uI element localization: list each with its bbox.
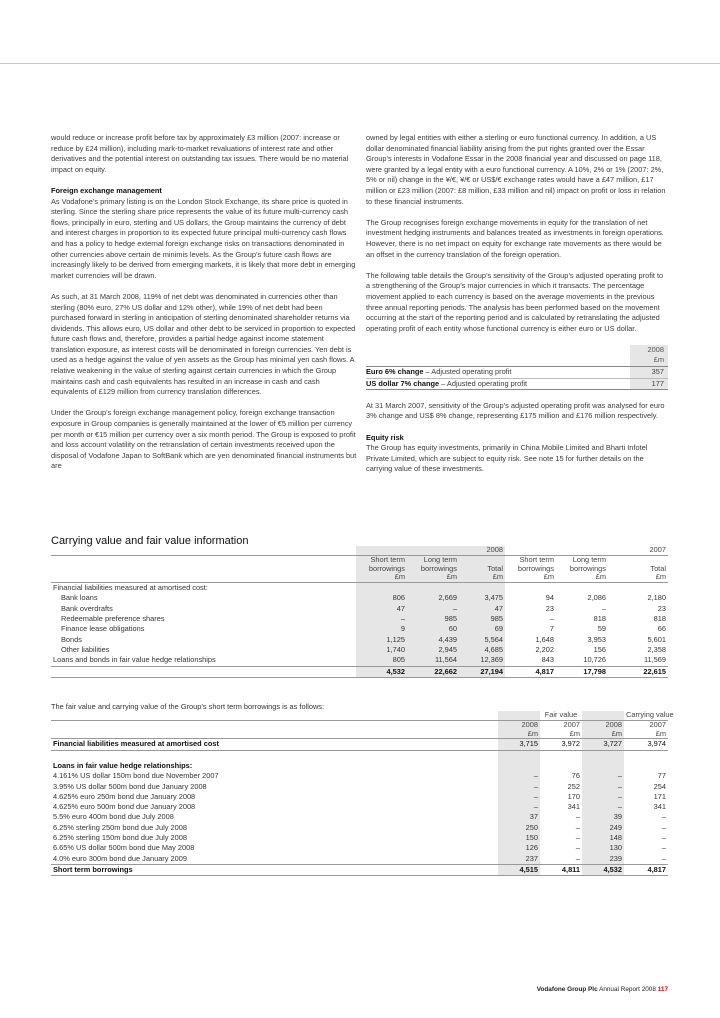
bond-row: 4.625% euro 250m bond due January 2008 – 170 – 171 bbox=[53, 791, 666, 801]
sens-row-label: – Adjusted operating profit bbox=[423, 367, 512, 377]
table-row: Bonds 1,125 4,439 5,564 1,648 3,953 5,601 bbox=[61, 634, 666, 644]
bond-row: 5.5% euro 400m bond due July 2008 37 – 39 – bbox=[53, 812, 666, 822]
sens-row-label: – Adjusted operating profit bbox=[439, 378, 528, 388]
col-unit: £m bbox=[407, 573, 459, 582]
right-paragraph-1: owned by legal entities with either a sterling or euro functional currency. In addition, a US dollar denominated financial liability arising from the put rights granted over the Essar Group’s interests in Vodafone Essar in the 2008 financial year and discussed on page 118, were granted by a legal entity with a euro functional currency. A 10%, 2% or 1% (2007: 2%, 5% or nil) change in the ¥/€, ¥/€ or US$/€ exchange rates would have a £47 million, £17 million or £23 million (2007: £8 million, £33 million and nil) impact on profit or loss in relation to these financial instruments. bbox=[366, 133, 666, 206]
sens-row-value: 357 bbox=[630, 367, 668, 379]
page-footer bbox=[537, 986, 668, 993]
right-paragraph-3: The following table details the Group’s sensitivity of the Group’s adjusted operating profit to a strengthening of the Group’s major currencies in which it transacts. The percentage movement applied to each currency is based on the average movements in the previous three annual reporting periods. The analysis has been performed based on the movement occurring at the start of the reporting period and is calculated by retranslating the adjusted operating profit of each entity whose functional currency is either euro or US dollar. bbox=[366, 270, 664, 333]
left-paragraph-3: As such, at 31 March 2008, 119% of net debt was denominated in currencies other than sterling (80% euro, 27% US dollar and 12% other), while 19% of net debt had been purchased forward in sterling in anticipation of sterling denominated shareholder returns via dividends. This allows euro, US dollar and other debt to be serviced in proportion to expected future cash flows and, therefore, provides a partial hedge against income statement translation exposure, as interest costs will be denominated in foreign currencies. Yen debt is used as a hedge against the value of yen assets as the Group has minimal yen cash flows. A relative weakening in the value of sterling against certain currencies in which the Group maintains cash and cash equivalents has resulted in an increase in cash and cash equivalents of £129 million from currency translation differences. bbox=[51, 291, 356, 397]
col-unit: £m bbox=[556, 573, 608, 582]
col-header: borrowings bbox=[517, 563, 554, 573]
carrying-value-table bbox=[51, 546, 668, 678]
col-header: Total bbox=[650, 563, 666, 573]
col-unit: £m bbox=[459, 573, 505, 582]
table-group-row bbox=[51, 583, 668, 594]
left-paragraph-2: As Vodafone’s primary listing is on the London Stock Exchange, its share price is quoted in sterling. Since the sterling share price represents the value of its future multi-currency cash flows, principally in euro, sterling and US dollars, the Group maintains the currency of debt and interest charges in proportion to its expected future principal multi-currency cash flows and has a policy to hedge external foreign exchange risks on transactions denominated in other currencies above certain de minimis levels. As the Group’s future cash flows are increasingly likely to be derived from emerging markets, it is likely that more debt in emerging market currencies will be drawn. bbox=[51, 196, 356, 280]
sens-row-value: 177 bbox=[630, 378, 668, 390]
fair-value-header: Fair value bbox=[544, 710, 578, 719]
col-header: Short term bbox=[356, 555, 407, 564]
equity-risk-heading: Equity risk bbox=[366, 432, 404, 442]
right-paragraph-2: The Group recognises foreign exchange movements in equity for the translation of net investment hedging instruments and balances treated as investments in foreign operations. However, there is no net impact on equity for exchange rate movements as there would be an offset in the currency translation of the foreign operation. bbox=[366, 217, 664, 259]
page-number: 117 bbox=[657, 986, 668, 993]
table-row-hedge: Loans and bonds in fair value hedge relationships 805 11,564 12,369 843 10,726 11,569 bbox=[53, 655, 666, 665]
carrying-value-heading: Carrying value and fair value information bbox=[51, 535, 249, 547]
right-paragraph-5: The Group has equity investments, primarily in China Mobile Limited and Bharti Infotel Private Limited, which are subject to equity risk. See note 15 for further details on the carrying value of these investments. bbox=[366, 443, 648, 474]
sens-row-label-bold: US dollar 7% change bbox=[366, 378, 440, 388]
table-row: Bank loans 806 2,669 3,475 94 2,086 2,180 bbox=[61, 593, 666, 603]
sens-row bbox=[366, 378, 668, 390]
amortised-cost-row: Financial liabilities measured at amortised cost 3,715 3,972 3,727 3,974 bbox=[53, 739, 666, 749]
bond-row: 6.25% sterling 250m bond due July 2008 250 – 249 – bbox=[53, 822, 666, 832]
left-paragraph-4: Under the Group’s foreign exchange management policy, foreign exchange transaction exposure in Group companies is generally maintained at the lower of €5 million per currency per month or €15 million per currency over a six month period. The Group is exposed to profit and loss account volatility on the retranslation of certain investments received upon the disposal of Vodafone Japan to SoftBank which are yen denominated financial instruments but are bbox=[51, 408, 357, 471]
short-term-borrowings-table: Fair value Carrying value 2008 2007 2008 2007 £m £m £m £m Financial liabilities measured at amortised cost 3,715 3,972 3,727 3,974 Loans in fair value hedge relationships: 4.161% US dollar 150m bond due November 2007 – 76 – 77 3.95% US dollar 500m bond due January 2008 – 252 – 254 4.625% euro 250m bond due January 2008 – 170 – 171 4.625% euro 500m bond due January 2008 – 341 – 341 5.5% euro 400m bond due July 2008 37 – 39 – 6.25% sterling 250m bond due July 2008 250 – 249 – 6.25% sterling 150m bond due July 2008 150 – 148 – 6.65% US dollar 500m bond due May 2008 126 – 130 – 4.0% euro 300m bond due January 2009 237 – 239 – Short term borrowings 4,515 4,811 4,532 4,817 bbox=[53, 710, 674, 874]
right-paragraph-4: At 31 March 2007, sensitivity of the Group’s adjusted operating profit was analysed for euro 3% change and US$ 8% change, representing £175 million and £176 million respectively. bbox=[366, 400, 665, 421]
fx-management-heading: Foreign exchange management bbox=[51, 185, 162, 195]
bond-row: 6.25% sterling 150m bond due July 2008 150 – 148 – bbox=[53, 833, 666, 843]
bond-row: 4.625% euro 500m bond due January 2008 – 341 – 341 bbox=[53, 802, 666, 812]
sensitivity-table bbox=[366, 345, 668, 390]
footer-company: Vodafone Group Plc bbox=[536, 986, 598, 993]
table-row: Bank overdrafts 47 – 47 23 – 23 bbox=[61, 603, 666, 613]
sens-row-label-bold: Euro 6% change bbox=[366, 367, 424, 377]
right-text-column bbox=[366, 133, 668, 486]
sens-unit: £m bbox=[630, 355, 668, 366]
short-term-total-row: Short term borrowings 4,515 4,811 4,532 4,817 bbox=[53, 864, 666, 874]
col-header: borrowings bbox=[407, 565, 459, 574]
table-row: Redeemable preference shares – 985 985 – 818 818 bbox=[61, 614, 666, 624]
year-2007-header: 2007 bbox=[649, 545, 666, 554]
col-header: borrowings bbox=[569, 563, 606, 573]
short-term-intro: The fair value and carrying value of the Group’s short term borrowings is as follows: bbox=[51, 702, 325, 711]
left-text-column bbox=[51, 133, 357, 483]
col-header: Long term bbox=[556, 555, 608, 564]
group-label: Financial liabilities measured at amortised cost: bbox=[53, 583, 208, 593]
bond-row: 4.0% euro 300m bond due January 2009 237 – 239 – bbox=[53, 853, 666, 863]
sens-year: 2008 bbox=[630, 345, 668, 356]
col-header: borrowings bbox=[356, 565, 407, 574]
header-rule bbox=[0, 63, 720, 64]
year-2008-header: 2008 bbox=[459, 546, 505, 555]
left-paragraph-1: would reduce or increase profit before tax by approximately £3 million (2007: increase or reduce by £24 million), including mark-to-market revaluations of interest rate and other derivatives and the potential interest on outstanding tax issues. There would be no material impact on equity. bbox=[51, 133, 349, 174]
bond-row: 3.95% US dollar 500m bond due January 2008 – 252 – 254 bbox=[53, 781, 666, 791]
hedge-heading-row: Loans in fair value hedge relationships: bbox=[51, 761, 668, 771]
bond-row: 6.65% US dollar 500m bond due May 2008 126 – 130 – bbox=[53, 843, 666, 853]
col-header: Total bbox=[459, 565, 505, 574]
table-row: Finance lease obligations 9 60 69 7 59 66 bbox=[61, 624, 666, 634]
col-unit: £m bbox=[505, 573, 556, 582]
col-unit: £m bbox=[608, 573, 668, 582]
footer-report: Annual Report 2008 bbox=[597, 986, 658, 993]
col-header: Short term bbox=[505, 555, 556, 564]
bond-row: 4.161% US dollar 150m bond due November 2007 – 76 – 77 bbox=[53, 771, 666, 781]
sens-row bbox=[366, 367, 668, 379]
table-row: Other liabilities 1,740 2,945 4,685 2,202 156 2,358 bbox=[61, 644, 666, 654]
col-header: Long term bbox=[407, 555, 459, 564]
table-total-row: 4,532 22,662 27,194 4,817 17,798 22,615 bbox=[51, 666, 668, 677]
col-unit: £m bbox=[356, 573, 407, 582]
carrying-value-header: Carrying value bbox=[626, 710, 674, 719]
